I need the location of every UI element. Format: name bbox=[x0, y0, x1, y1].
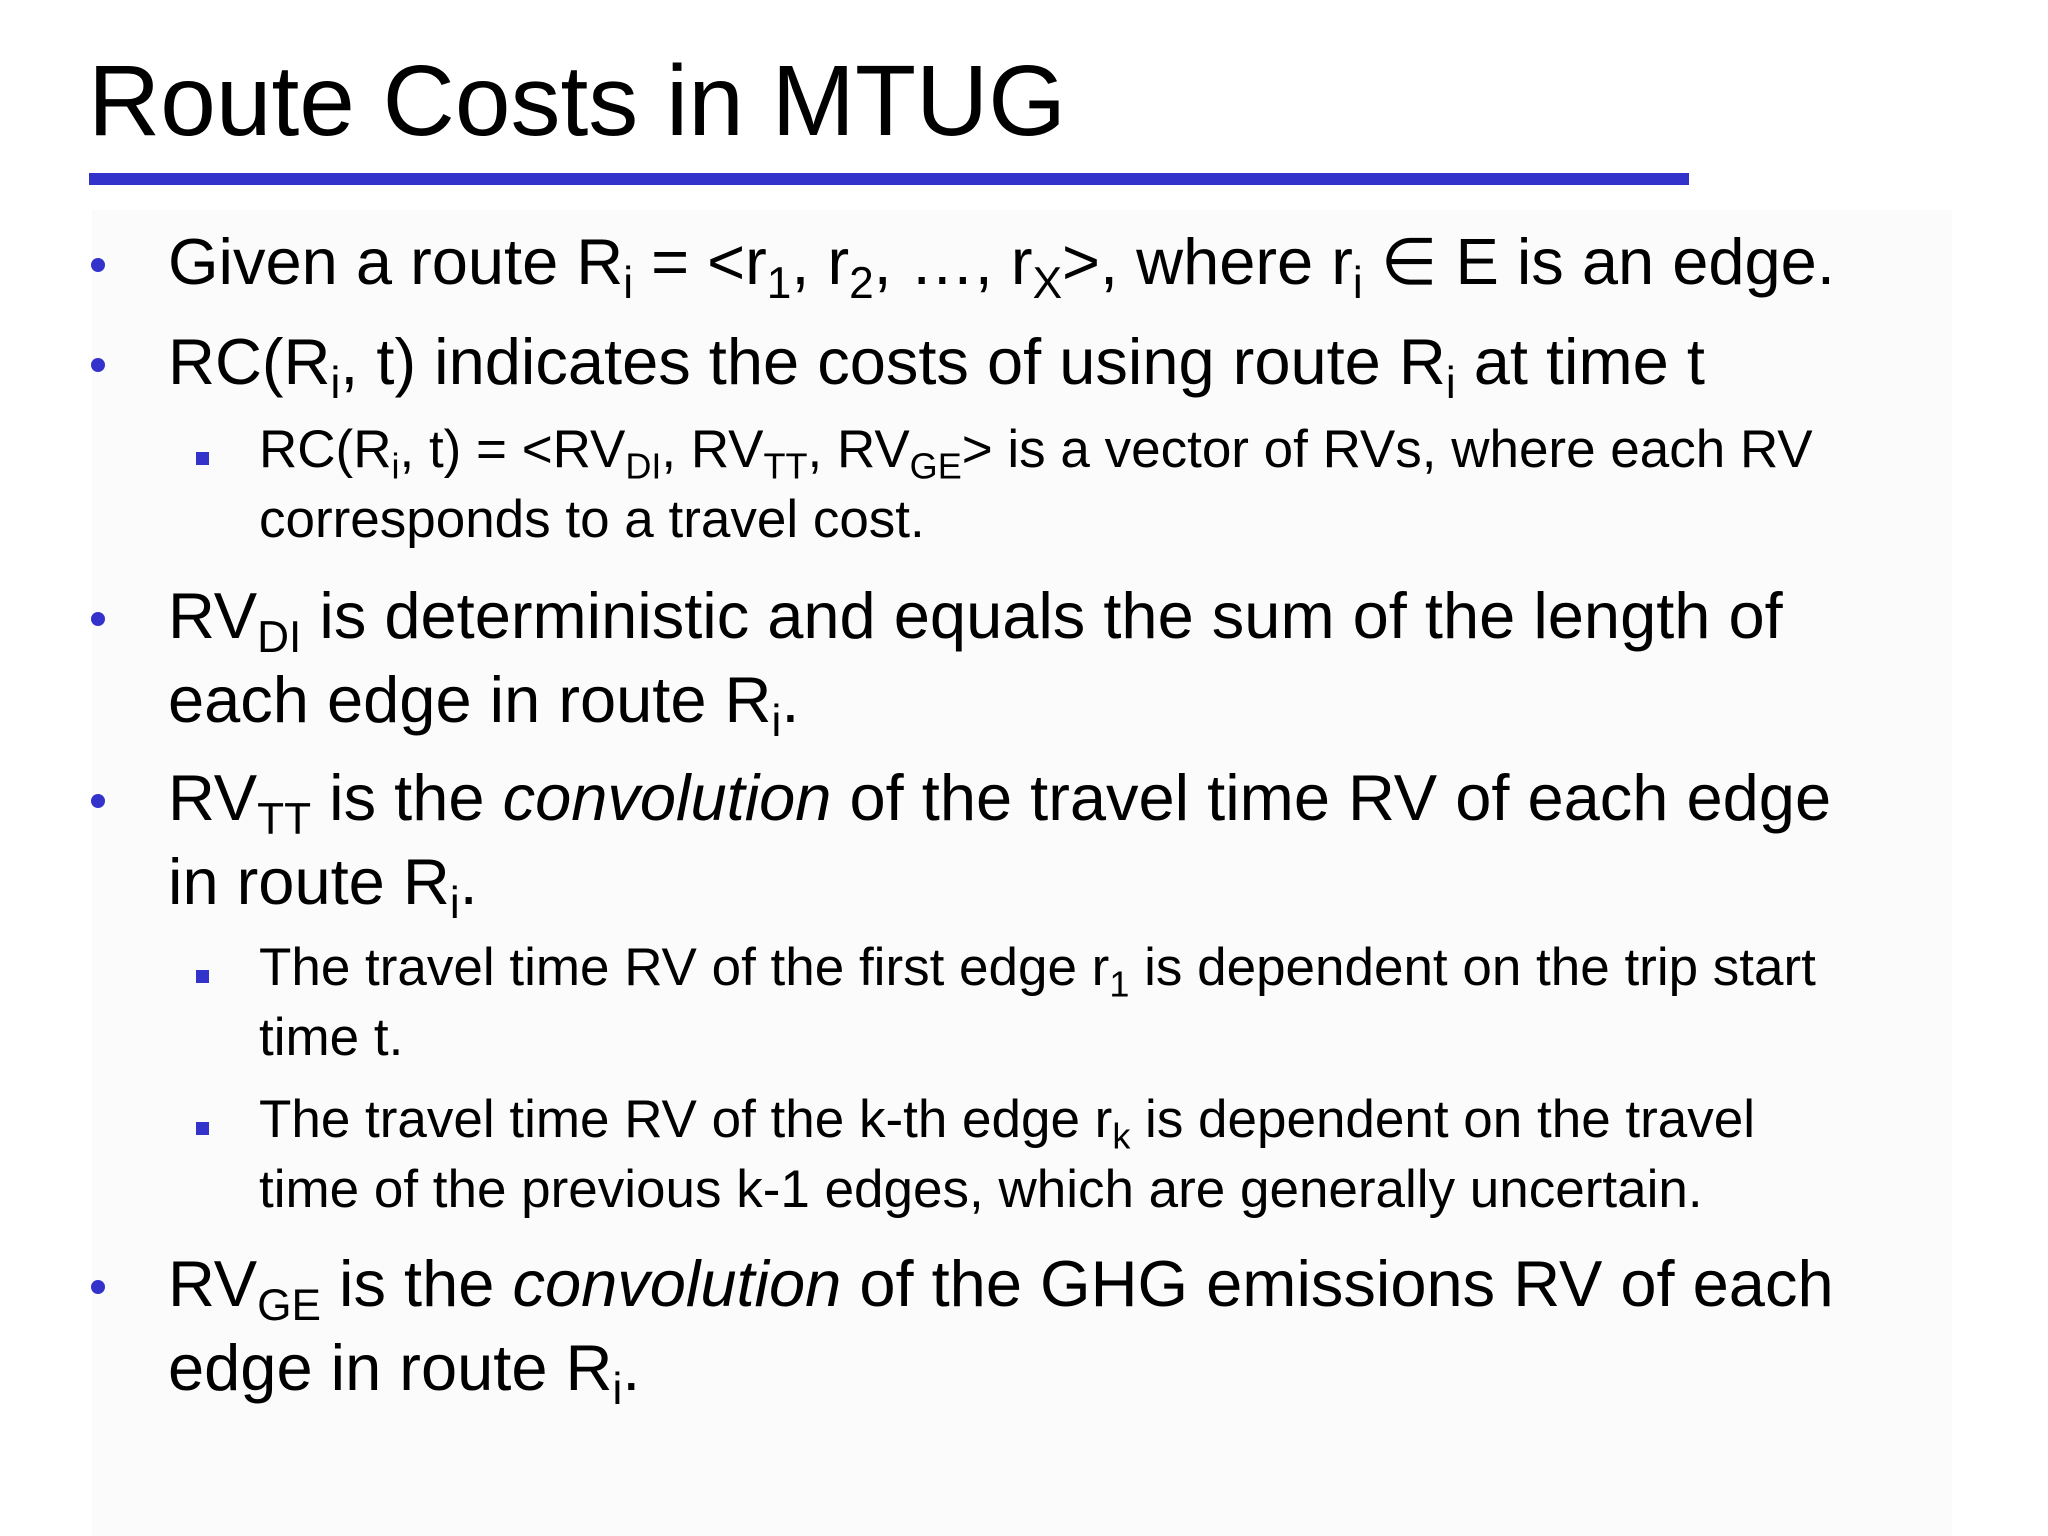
bullet-text: > is a vector of RVs, where each RV bbox=[961, 420, 1813, 479]
bullet-rv-distance bbox=[168, 574, 1783, 663]
bullet-text: RC(R bbox=[168, 325, 331, 398]
subscript: i bbox=[330, 359, 341, 409]
bullet-text: The travel time RV of the first edge r bbox=[259, 938, 1110, 997]
bullet-text: edge in route R bbox=[168, 1331, 613, 1404]
bullet-rv-travel-time bbox=[168, 756, 1832, 845]
bullet-square-icon bbox=[196, 1122, 209, 1135]
bullet-dot-icon bbox=[91, 794, 105, 808]
subscript: GE bbox=[257, 1281, 321, 1331]
bullet-text: of the GHG emissions RV of each bbox=[841, 1247, 1834, 1320]
sub-bullet-first-edge-line2: time t. bbox=[259, 1008, 404, 1067]
bullet-rv-travel-time-line2 bbox=[168, 840, 478, 929]
emphasis-text: convolution bbox=[512, 1247, 842, 1320]
subscript: i bbox=[391, 445, 400, 487]
subscript: TT bbox=[763, 445, 808, 487]
subscript: i bbox=[1352, 259, 1363, 309]
bullet-text: . bbox=[622, 1331, 641, 1404]
subscript: GE bbox=[909, 445, 962, 487]
bullet-square-icon bbox=[196, 970, 209, 983]
bullet-text: each edge in route R bbox=[168, 663, 772, 736]
bullet-text: in route R bbox=[168, 845, 450, 918]
sub-bullet-kth-edge-line2: time of the previous k-1 edges, which are generally uncertain. bbox=[259, 1160, 1703, 1219]
bullet-dot-icon bbox=[91, 612, 105, 626]
subscript: DI bbox=[257, 613, 302, 663]
bullet-route-definition bbox=[168, 220, 1835, 309]
bullet-text: , …, r bbox=[873, 225, 1033, 298]
subscript: i bbox=[449, 879, 460, 929]
subscript: i bbox=[771, 697, 782, 747]
sub-bullet-kth-edge bbox=[259, 1086, 1755, 1157]
bullet-text: is dependent on the trip start bbox=[1129, 938, 1816, 997]
title-underline bbox=[89, 173, 1689, 185]
bullet-text: , RV bbox=[661, 420, 764, 479]
bullet-dot-icon bbox=[91, 1280, 105, 1294]
bullet-dot-icon bbox=[91, 258, 105, 272]
bullet-text: Given a route R bbox=[168, 225, 624, 298]
bullet-text: >, where r bbox=[1062, 225, 1353, 298]
bullet-text: RV bbox=[168, 1247, 258, 1320]
bullet-rv-emissions-line2 bbox=[168, 1326, 641, 1415]
bullet-dot-icon bbox=[91, 358, 105, 372]
bullet-text: RC(R bbox=[259, 420, 392, 479]
subscript: DI bbox=[625, 445, 662, 487]
subscript: TT bbox=[257, 795, 312, 845]
bullet-text: . bbox=[459, 845, 478, 918]
slide-title: Route Costs in MTUG bbox=[88, 45, 1067, 157]
bullet-text: is the bbox=[311, 761, 503, 834]
bullet-text: RV bbox=[168, 761, 258, 834]
bullet-rv-distance-line2 bbox=[168, 658, 800, 747]
bullet-route-cost bbox=[168, 320, 1705, 409]
bullet-text: , r bbox=[791, 225, 850, 298]
bullet-text: is the bbox=[320, 1247, 513, 1320]
bullet-text: , t) = <RV bbox=[399, 420, 626, 479]
bullet-text: RV bbox=[168, 579, 258, 652]
bullet-text: = <r bbox=[633, 225, 767, 298]
subscript: i bbox=[612, 1365, 623, 1415]
bullet-rv-emissions bbox=[168, 1242, 1834, 1331]
bullet-text: of the travel time RV of each edge bbox=[831, 761, 1832, 834]
subscript: i bbox=[623, 259, 634, 309]
subscript: i bbox=[1445, 359, 1456, 409]
bullet-square-icon bbox=[196, 452, 209, 465]
bullet-text: . bbox=[781, 663, 800, 736]
bullet-text: , t) indicates the costs of using route R bbox=[340, 325, 1446, 398]
emphasis-text: convolution bbox=[502, 761, 832, 834]
bullet-text: The travel time RV of the k-th edge r bbox=[259, 1090, 1113, 1149]
sub-bullet-cost-vector-line2: corresponds to a travel cost. bbox=[259, 490, 925, 549]
bullet-text: ∈ E is an edge. bbox=[1362, 225, 1835, 298]
subscript: 1 bbox=[1109, 963, 1130, 1005]
bullet-text: , RV bbox=[807, 420, 910, 479]
sub-bullet-cost-vector bbox=[259, 416, 1813, 487]
sub-bullet-first-edge bbox=[259, 934, 1816, 1005]
bullet-text: is dependent on the travel bbox=[1130, 1090, 1755, 1149]
subscript: X bbox=[1032, 259, 1063, 309]
subscript: 2 bbox=[849, 259, 874, 309]
subscript: 1 bbox=[766, 259, 792, 309]
bullet-text: is deterministic and equals the sum of the length of bbox=[301, 579, 1783, 652]
subscript: k bbox=[1112, 1115, 1131, 1157]
bullet-text: at time t bbox=[1455, 325, 1705, 398]
